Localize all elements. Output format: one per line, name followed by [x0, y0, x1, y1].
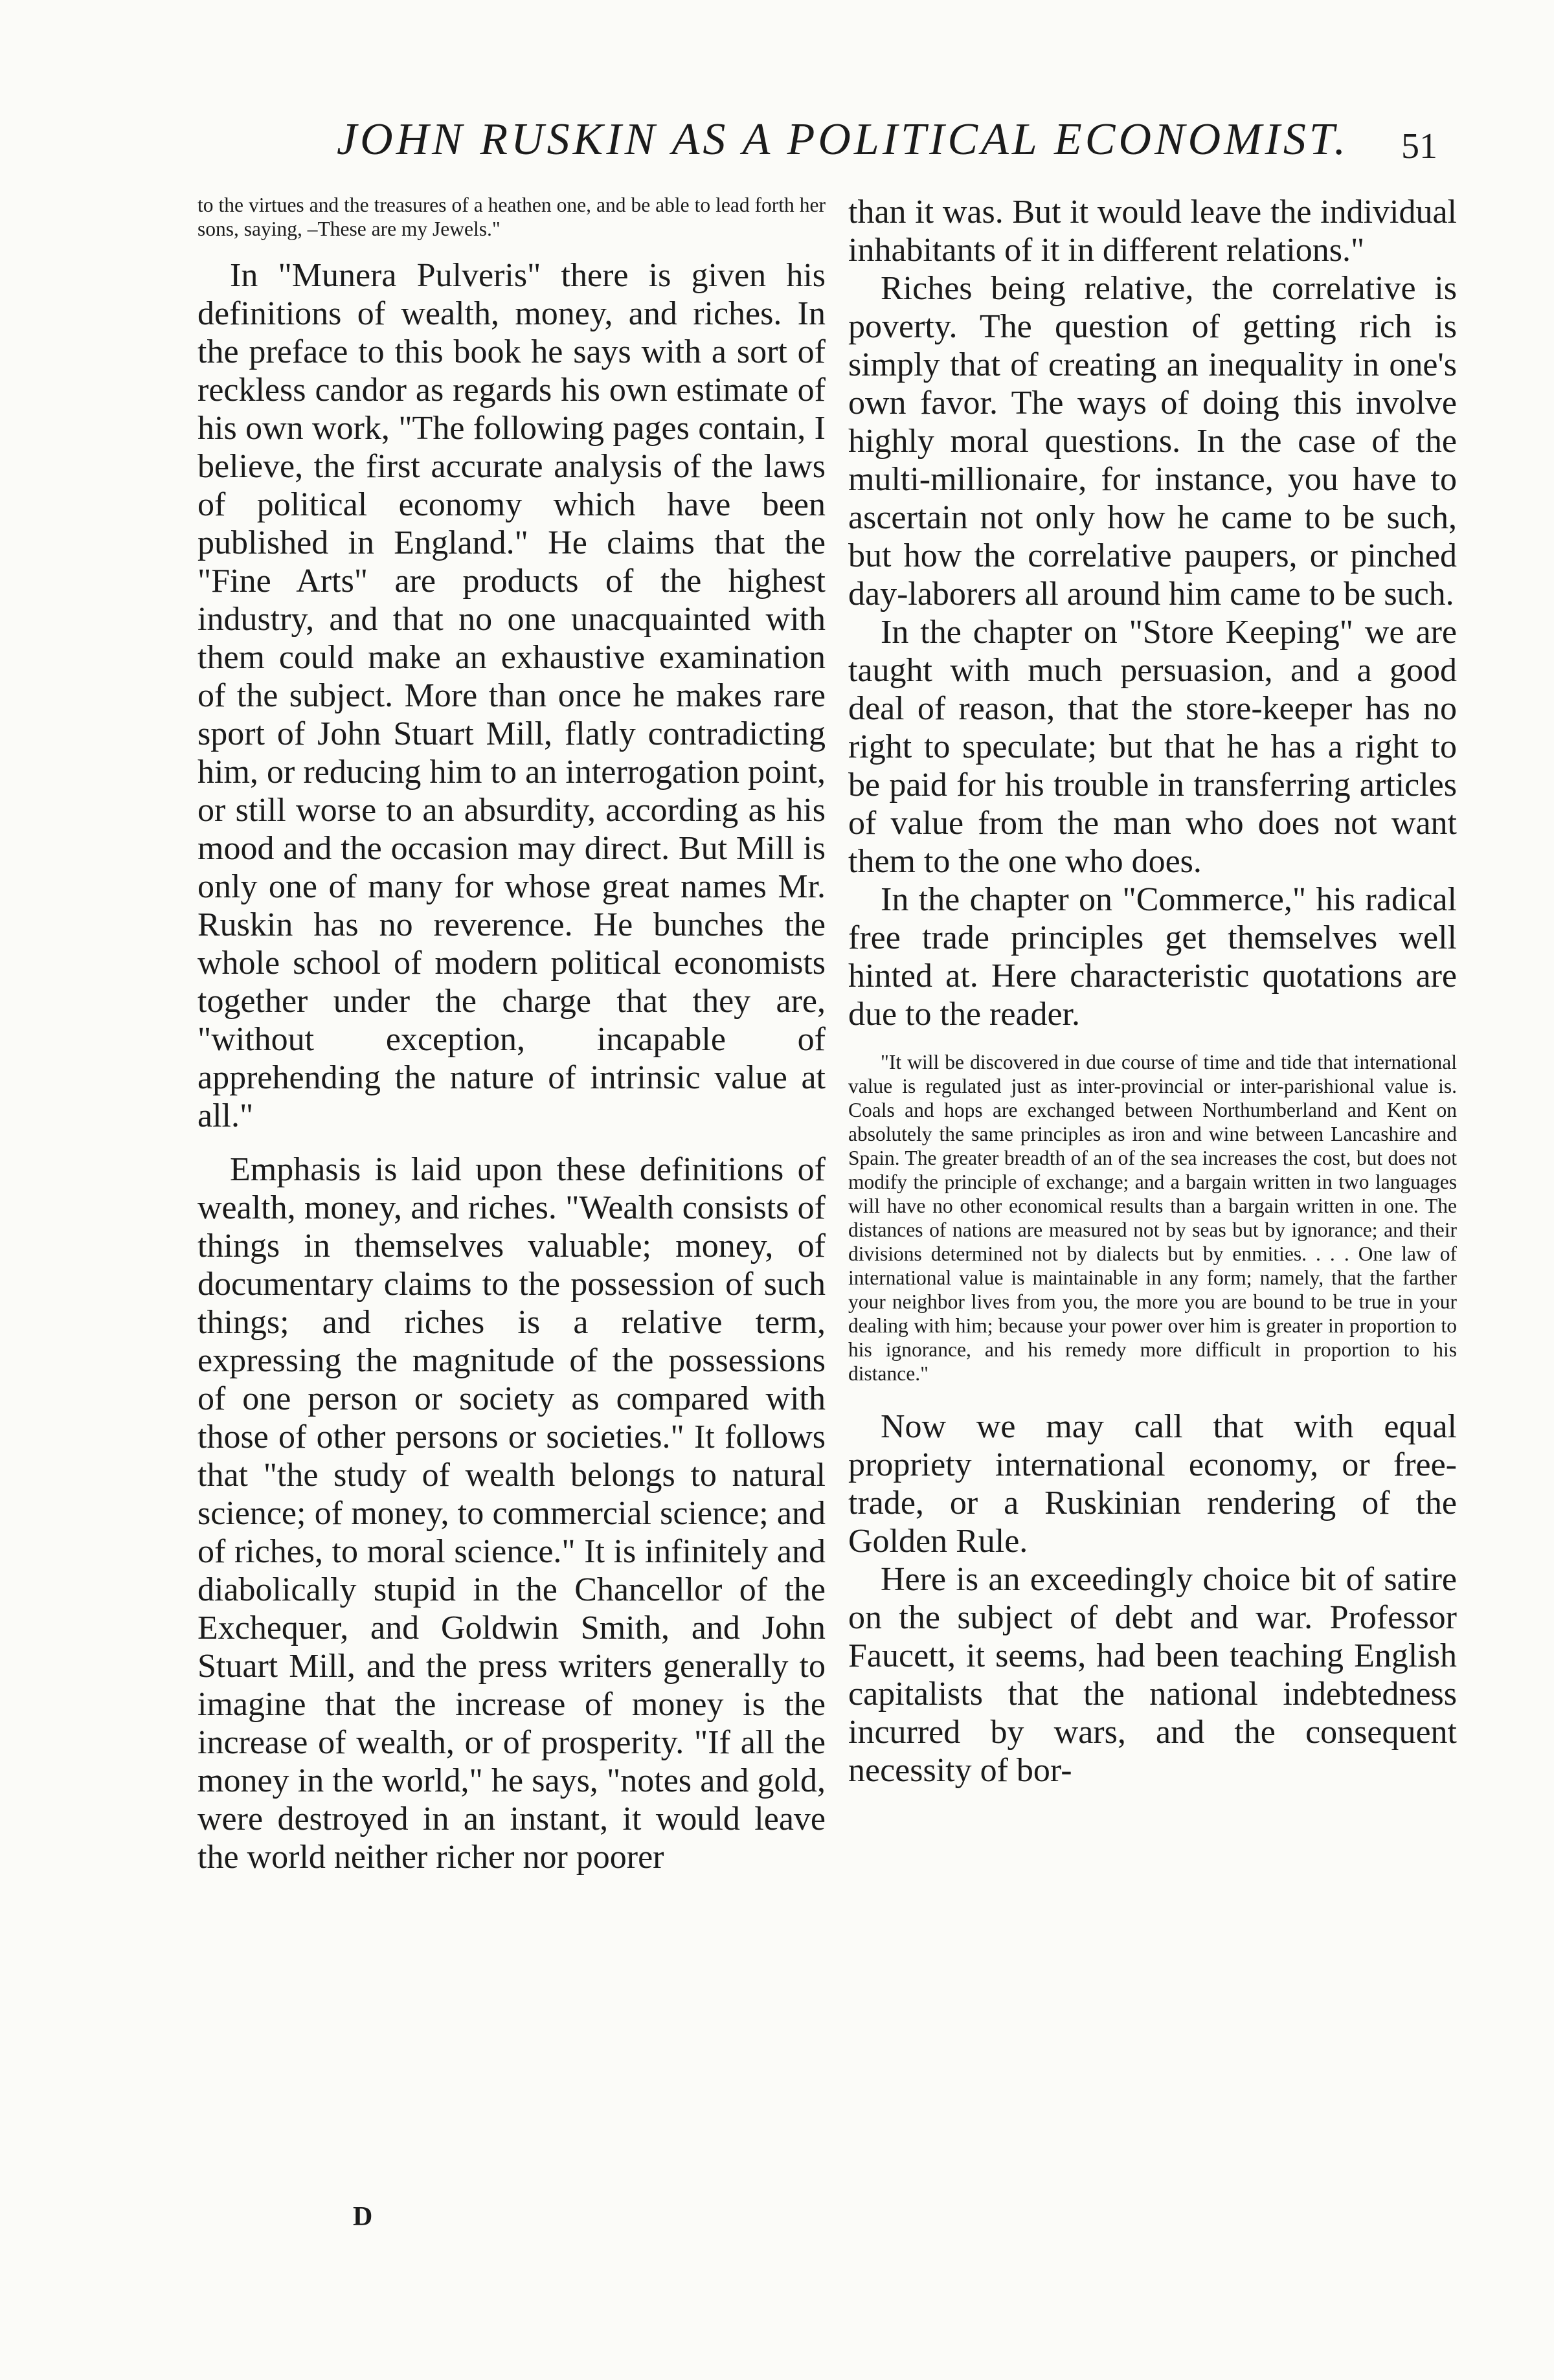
- paragraph-golden-rule: Now we may call that with equal propriety international economy, or free-trade, or a Ruskinian rendering of the Golden Rule.: [848, 1408, 1457, 1560]
- paragraph-definitions: Emphasis is laid upon these definitions of wealth, money, and riches. "Wealth consists of things in themselves valuable; money, of documentary claims to the possession of such things; and riches is a relative term, expressing the magnitude of the possessions of one person or society as compared with those of other persons or societies." It follows that "the study of wealth belongs to natural science; of money, to commercial science; and of riches, to moral science." It is infinitely and diabolically stupid in the Chancellor of the Exchequer, and Goldwin Smith, and John Stuart Mill, and the press writers generally to imagine that the increase of money is the increase of wealth, or of prosperity. "If all the money in the world," he says, "notes and gold, were destroyed in an instant, it would leave the world neither richer nor poorer: [197, 1151, 826, 1876]
- page-number: 51: [1401, 126, 1437, 166]
- quote-tail: to the virtues and the treasures of a heathen one, and be able to lead forth her sons, saying, –These are my Jewels.": [197, 194, 826, 240]
- paragraph-satire: Here is an exceedingly choice bit of satire on the subject of debt and war. Professor Faucett, it seems, had been teaching English capitalists that the national indebtedness incurred by wars, and the consequent necessity of bor-: [848, 1561, 1457, 1789]
- running-title: JOHN RUSKIN AS A POLITICAL ECONOMIST.: [337, 115, 1349, 164]
- paragraph-commerce: In the chapter on "Commerce," his radical free trade principles get themselves well hinted at. Here characteristic quotations are due to the reader.: [848, 881, 1457, 1033]
- paragraph-store-keeping: In the chapter on "Store Keeping" we are taught with much persuasion, and a good deal of reason, that the store-keeper has no right to speculate; but that he has a right to be paid for his trouble in transferring articles of value from the man who does not want them to the one who does.: [848, 614, 1457, 880]
- running-header: [337, 114, 1437, 185]
- paragraph-riches: Riches being relative, the correlative is poverty. The question of getting rich is simply that of creating an inequality in one's own favor. The ways of doing this involve highly moral questions. In the case of the multi-millionaire, for instance, you have to ascertain not only how he came to be such, but how the correlative paupers, or pinched day-laborers all around him came to be such.: [848, 270, 1457, 612]
- signature-mark: D: [353, 2202, 373, 2232]
- block-quote: "It will be discovered in due course of time and tide that international value is regulated just as inter-provincial or inter-parishional value is. Coals and hops are exchanged between Northumberland and Kent on absolutely the same principles as iron and wine between Lancashire and Spain. The greater breadth of an of the sea increases the cost, but does not modify the principle of exchange; and a bargain written in two languages will have no other economical results than a bargain written in one. The distances of nations are measured not by seas but by ignorance; and their divisions determined not by dialects but by enmities. . . . One law of international value is maintainable in any form; namely, that the farther your neighbor lives from you, the more you are bound to be true in your dealing with him; because your power over him is greater in proportion to his ignorance, and his remedy more difficult in proportion to his distance.": [848, 1051, 1457, 1385]
- paragraph-continuation: than it was. But it would leave the individual inhabitants of it in different relations.": [848, 194, 1457, 269]
- paragraph-munera-pulveris: In "Munera Pulveris" there is given his definitions of wealth, money, and riches. In the preface to this book he says with a sort of reckless candor as regards his own estimate of his own work, "The following pages contain, I believe, the first accurate analysis of the laws of political economy which have been published in England." He claims that the "Fine Arts" are products of the highest industry, and that no one unacquainted with them could make an exhaustive examination of the subject. More than once he makes rare sport of John Stuart Mill, flatly contradicting him, or reducing him to an interrogation point, or still worse to an absurdity, according as his mood and the occasion may direct. But Mill is only one of many for whose great names Mr. Ruskin has no reverence. He bunches the whole school of modern political economists together under the charge that they are, "without exception, incapable of apprehending the nature of intrinsic value at all.": [197, 257, 826, 1134]
- left-column: [197, 193, 826, 1876]
- right-column: [848, 193, 1457, 1790]
